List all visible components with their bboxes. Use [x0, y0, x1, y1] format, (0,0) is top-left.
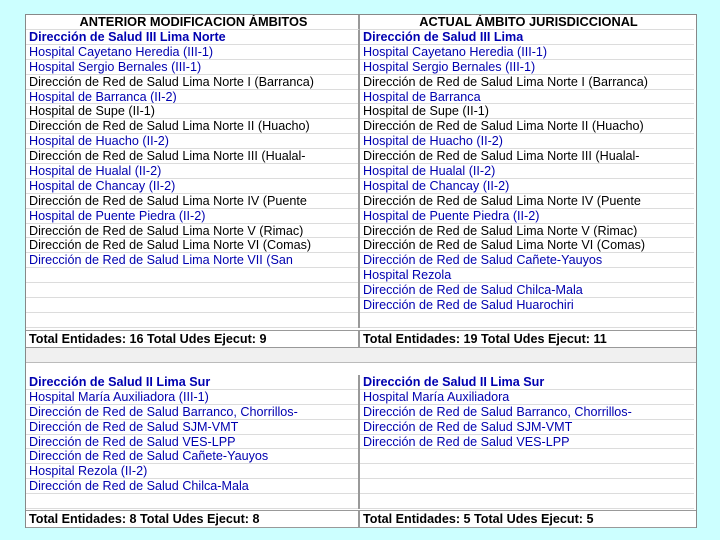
list-item: Hospital de Chancay (II-2) [26, 179, 358, 194]
list-item: Hospital de Supe (II-1) [26, 104, 358, 119]
south-section [26, 375, 696, 509]
south-previous-column [26, 375, 360, 509]
list-item: Hospital de Barranca (II-2) [26, 90, 358, 105]
empty-row [360, 464, 694, 479]
list-item: Dirección de Red de Salud VES-LPP [26, 435, 358, 450]
list-item: Dirección de Red de Salud Lima Norte IV (Puente [360, 194, 694, 209]
list-item: Dirección de Red de Salud Cañete-Yauyos [360, 253, 694, 268]
list-item: Dirección de Red de Salud SJM-VMT [360, 420, 694, 435]
south-total-right: Total Entidades: 5 Total Udes Ejecut: 5 [363, 512, 594, 526]
list-item: Dirección de Red de Salud Lima Norte II (Huacho) [26, 119, 358, 134]
list-item: Dirección de Red de Salud Lima Norte V (Rimac) [360, 224, 694, 239]
empty-row [26, 268, 358, 283]
list-item: Hospital de Puente Piedra (II-2) [360, 209, 694, 224]
list-item: Hospital María Auxiliadora [360, 390, 694, 405]
list-item: Dirección de Red de Salud Barranco, Chorrillos- [360, 405, 694, 420]
list-item: Dirección de Salud III Lima [360, 30, 694, 45]
empty-row [26, 313, 358, 328]
empty-row [360, 449, 694, 464]
empty-row [360, 313, 694, 328]
section-separator [26, 348, 696, 363]
list-item: Dirección de Red de Salud Lima Norte I (Barranca) [26, 75, 358, 90]
list-item: Dirección de Red de Salud Cañete-Yauyos [26, 449, 358, 464]
north-current-column [360, 30, 694, 328]
south-total-left: Total Entidades: 8 Total Udes Ejecut: 8 [26, 511, 360, 527]
list-item: Dirección de Red de Salud Huarochiri [360, 298, 694, 313]
list-item: Dirección de Red de Salud Lima Norte III (Hualal- [360, 149, 694, 164]
empty-row [26, 298, 358, 313]
list-item: Dirección de Red de Salud Lima Norte V (Rimac) [26, 224, 358, 239]
list-item: Hospital de Chancay (II-2) [360, 179, 694, 194]
spreadsheet-table [25, 14, 697, 528]
list-item: Dirección de Red de Salud SJM-VMT [26, 420, 358, 435]
list-item: Dirección de Red de Salud Lima Norte II (Huacho) [360, 119, 694, 134]
list-item: Hospital Cayetano Heredia (III-1) [360, 45, 694, 60]
north-total-right: Total Entidades: 19 Total Udes Ejecut: 11 [363, 332, 607, 346]
empty-row [360, 494, 694, 509]
list-item: Dirección de Red de Salud Chilca-Mala [26, 479, 358, 494]
list-item: Hospital Rezola [360, 268, 694, 283]
list-item: Hospital de Huacho (II-2) [26, 134, 358, 149]
list-item: Hospital Sergio Bernales (III-1) [360, 60, 694, 75]
north-totals-row [26, 330, 696, 348]
list-item: Hospital de Supe (II-1) [360, 104, 694, 119]
header-right: ACTUAL ÁMBITO JURISDICCIONAL [360, 15, 694, 30]
list-item: Dirección de Salud II Lima Sur [26, 375, 358, 390]
list-item: Hospital Rezola (II-2) [26, 464, 358, 479]
list-item: Hospital de Hualal (II-2) [360, 164, 694, 179]
north-section [26, 30, 696, 328]
list-item: Dirección de Red de Salud Lima Norte VI (Comas) [26, 238, 358, 253]
list-item: Dirección de Red de Salud VES-LPP [360, 435, 694, 450]
south-totals-row [26, 510, 696, 528]
list-item: Dirección de Red de Salud Lima Norte III (Hualal- [26, 149, 358, 164]
south-current-column [360, 375, 694, 509]
north-previous-column [26, 30, 360, 328]
list-item: Hospital de Hualal (II-2) [26, 164, 358, 179]
list-item: Hospital de Huacho (II-2) [360, 134, 694, 149]
list-item: Dirección de Red de Salud Lima Norte VI (Comas) [360, 238, 694, 253]
list-item: Hospital Sergio Bernales (III-1) [26, 60, 358, 75]
list-item: Dirección de Red de Salud Chilca-Mala [360, 283, 694, 298]
list-item: Hospital Cayetano Heredia (III-1) [26, 45, 358, 60]
list-item: Dirección de Red de Salud Lima Norte IV (Puente [26, 194, 358, 209]
list-item: Hospital de Puente Piedra (II-2) [26, 209, 358, 224]
list-item: Dirección de Salud II Lima Sur [360, 375, 694, 390]
empty-row [26, 283, 358, 298]
list-item: Dirección de Red de Salud Barranco, Chorrillos- [26, 405, 358, 420]
north-total-left: Total Entidades: 16 Total Udes Ejecut: 9 [26, 331, 360, 347]
list-item: Dirección de Red de Salud Lima Norte I (Barranca) [360, 75, 694, 90]
empty-row [26, 494, 358, 509]
list-item: Dirección de Salud III Lima Norte [26, 30, 358, 45]
header-left: ANTERIOR MODIFICACION ÁMBITOS [26, 15, 360, 30]
empty-row [360, 479, 694, 494]
list-item: Hospital María Auxiliadora (III-1) [26, 390, 358, 405]
list-item: Hospital de Barranca [360, 90, 694, 105]
list-item: Dirección de Red de Salud Lima Norte VII (San [26, 253, 358, 268]
header-row [26, 15, 696, 30]
